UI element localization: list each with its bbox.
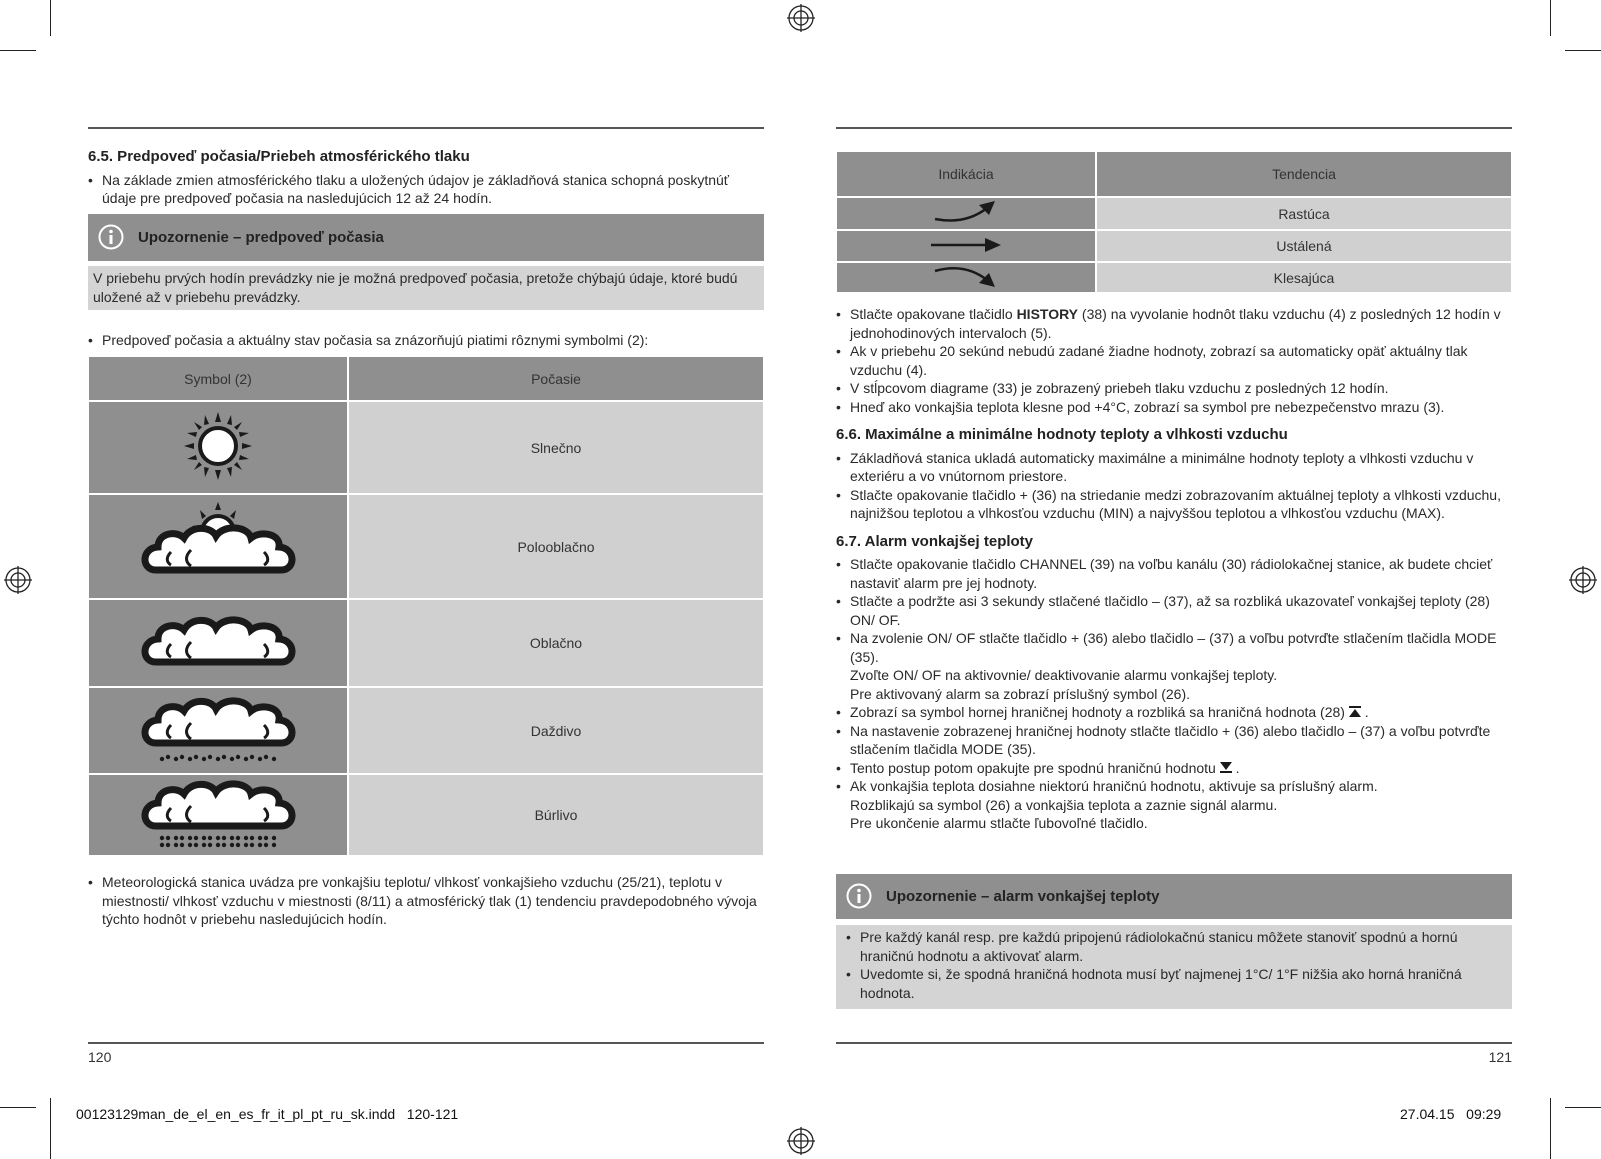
weather-symbol-table <box>87 355 765 857</box>
bullet-item: • Zobrazí sa symbol hornej hraničnej hodnoty a rozbliká sa hraničná hodnota (28) . <box>836 703 1512 722</box>
table-header: Počasie <box>348 356 764 401</box>
crop-mark <box>0 50 36 51</box>
bottom-rule <box>836 1042 1512 1044</box>
info-icon <box>846 883 872 909</box>
crop-mark <box>1565 1107 1601 1108</box>
bullet-item: • Stlačte a podržte asi 3 sekundy stlačené tlačidlo – (37), až sa rozbliká ukazovateľ vonkajšej teploty (28) ON/ OF. <box>836 592 1512 629</box>
weather-label: Oblačno <box>348 599 764 687</box>
registration-mark-icon <box>787 4 815 32</box>
symbol-cell <box>88 494 348 599</box>
bullet-item: • Pre každý kanál resp. pre každú pripojenú rádiolokačnú stanicu môžete stanoviť spodnú a hornú hraničnú hodnotu a aktivovať alarm. <box>846 928 1502 965</box>
table-row <box>88 687 764 774</box>
plain-line: Pre aktivovaný alarm sa zobrazí príslušný symbol (26). <box>850 685 1191 702</box>
plain-line: Zvoľte ON/ OF na aktivovnie/ deaktivovanie alarmu vonkajšej teploty. <box>850 667 1278 683</box>
table-row <box>836 197 1512 230</box>
top-rule <box>88 127 764 129</box>
weather-label: Daždivo <box>348 687 764 774</box>
symbol-cell <box>836 197 1096 230</box>
symbol-cell <box>88 774 348 856</box>
symbol-cell <box>88 401 348 494</box>
note-body: V priebehu prvých hodín prevádzky nie je možná predpoveď počasia, pretože chýbajú údaje, ktoré budú uložené až v priebehu prevádzky. <box>88 266 764 310</box>
note-header <box>88 214 764 261</box>
left-outro <box>88 873 764 929</box>
page-number: 120 <box>88 1049 112 1065</box>
bullet-item: • Na nastavenie zobrazenej hraničnej hodnoty stlačte tlačidlo + (36) alebo tlačidlo – (37) a voľbu potvrďte stlačením tlačidla MODE (35). <box>836 722 1512 759</box>
symbols-intro <box>88 331 764 350</box>
rain-icon <box>136 693 301 765</box>
table-header: Indikácia <box>836 151 1096 197</box>
bullet-item: • Hneď ako vonkajšia teplota klesne pod +4°C, zobrazí sa symbol pre nebezpečenstvo mrazu (3). <box>836 398 1512 417</box>
bullet-item: • Ak v priebehu 20 sekúnd nebudú zadané žiadne hodnoty, zobrazí sa automaticky opäť aktuálny tlak vzduchu (4). <box>836 342 1512 379</box>
weather-label: Slnečno <box>348 401 764 494</box>
tendency-label: Klesajúca <box>1096 262 1512 293</box>
crop-mark <box>50 0 51 36</box>
page-number: 121 <box>1488 1049 1512 1065</box>
arrow-falling-icon <box>931 263 1001 289</box>
crop-mark <box>1550 0 1551 36</box>
cloud-icon <box>136 612 301 672</box>
note-body <box>836 925 1512 1009</box>
table-row <box>836 230 1512 262</box>
top-rule <box>836 127 1512 129</box>
bullet-item: • Predpoveď počasia a aktuálny stav počasia sa znázorňujú piatimi rôznymi symbolmi (2): <box>88 331 764 350</box>
tendency-label: Rastúca <box>1096 197 1512 230</box>
note-title: Upozornenie – alarm vonkajšej teploty <box>886 888 1160 905</box>
symbol-cell <box>836 262 1096 293</box>
sun-icon <box>183 411 253 481</box>
bottom-rule <box>88 1042 764 1044</box>
bullet-item: • Základňová stanica ukladá automaticky maximálne a minimálne hodnoty teploty a vlhkosti vzduchu v exteriéru a vo vnútornom priestore. <box>836 449 1512 486</box>
weather-label: Polooblačno <box>348 494 764 599</box>
info-icon <box>98 224 124 250</box>
arrow-steady-icon <box>929 235 1003 255</box>
table-row <box>836 262 1512 293</box>
storm-icon <box>136 778 301 850</box>
symbol-cell <box>836 230 1096 262</box>
bullet-item: • Meteorologická stanica uvádza pre vonkajšiu teplotu/ vlhkosť vonkajšieho vzduchu (25/21), teplotu v miestnosti/ vlhkosť vzduchu v miestnosti (8/11) a atmosférický tlak (1) tendenciu pravdepodobného vývoja týchto hodnôt v priebehu nasledujúcich hodín. <box>88 873 764 929</box>
note-title: Upozornenie – predpoveď počasia <box>138 229 384 246</box>
plain-line: Pre ukončenie alarmu stlačte ľubovoľné tlačidlo. <box>850 815 1148 831</box>
crop-mark <box>50 1098 51 1159</box>
plain-line: Rozblikajú sa symbol (26) a vonkajšia teplota a zaznie signál alarmu. <box>850 796 1278 813</box>
note-header <box>836 874 1512 919</box>
bullet-item: • Ak vonkajšia teplota dosiahne niektorú hraničnú hodnotu, aktivuje sa príslušný alarm. <box>836 777 1512 796</box>
tendency-label: Ustálená <box>1096 230 1512 262</box>
right-text <box>836 305 1512 833</box>
table-row <box>88 774 764 856</box>
crop-mark <box>0 1107 36 1108</box>
table-row <box>88 401 764 494</box>
bullet-item: • Stlačte opakovanie tlačidlo CHANNEL (39) na voľbu kanálu (30) rádiolokačnej stanice, ak budete chcieť nastaviť alarm pre jej hodnoty. <box>836 555 1512 592</box>
table-row <box>88 494 764 599</box>
lower-limit-icon <box>1220 762 1232 773</box>
left-intro <box>88 148 764 208</box>
partly-cloudy-icon <box>136 500 301 590</box>
crop-mark <box>1550 1098 1551 1159</box>
weather-label: Búrlivo <box>348 774 764 856</box>
section-title: 6.6. Maximálne a minimálne hodnoty teploty a vlhkosti vzduchu <box>836 426 1288 443</box>
bullet-item: • Na základe zmien atmosférického tlaku a uložených údajov je základňová stanica schopná poskytnúť údaje pre predpoveď počasia na nasledujúcich 12 až 24 hodín. <box>88 171 764 208</box>
section-title: 6.5. Predpoveď počasia/Priebeh atmosférického tlaku <box>88 148 470 165</box>
bullet-item: • V stĺpcovom diagrame (33) je zobrazený priebeh tlaku vzduchu z posledných 12 hodín. <box>836 379 1512 398</box>
symbol-cell <box>88 687 348 774</box>
symbol-cell <box>88 599 348 687</box>
bullet-item: • Stlačte opakovanie tlačidlo + (36) na striedanie medzi zobrazovaním aktuálnej teploty a vlhkosti vzduchu, najnižšou teplotou a vlhkosťou vzduchu (MIN) a najvyššou teplotou a vlhkosťou vzduchu (MAX). <box>836 486 1512 523</box>
file-slug: 00123129man_de_el_en_es_fr_it_pl_pt_ru_sk.indd 120-121 <box>76 1106 459 1122</box>
print-datetime: 27.04.15 09:29 <box>1400 1106 1502 1122</box>
section-title: 6.7. Alarm vonkajšej teploty <box>836 532 1034 550</box>
bullet-item: • Stlačte opakovane tlačidlo HISTORY (38) na vyvolanie hodnôt tlaku vzduchu (4) z posledných 12 hodín v jednohodinových intervaloch (5). <box>836 305 1512 342</box>
table-row <box>88 599 764 687</box>
arrow-rising-icon <box>931 199 1001 225</box>
registration-mark-icon <box>1569 566 1597 594</box>
crop-mark <box>1565 50 1601 51</box>
upper-limit-icon <box>1349 706 1361 717</box>
registration-mark-icon <box>787 1127 815 1155</box>
table-header: Tendencia <box>1096 151 1512 197</box>
bullet-item: • Na zvolenie ON/ OF stlačte tlačidlo + (36) alebo tlačidlo – (37) a voľbu potvrďte stlačením tlačidla MODE (35). <box>836 629 1512 666</box>
registration-mark-icon <box>4 566 32 594</box>
pressure-tendency-table <box>835 150 1513 294</box>
bullet-item: • Uvedomte si, že spodná hraničná hodnota musí byť najmenej 1°C/ 1°F nižšia ako horná hraničná hodnota. <box>846 965 1502 1002</box>
bullet-item: • Tento postup potom opakujte pre spodnú hraničnú hodnotu . <box>836 759 1512 778</box>
table-header: Symbol (2) <box>88 356 348 401</box>
